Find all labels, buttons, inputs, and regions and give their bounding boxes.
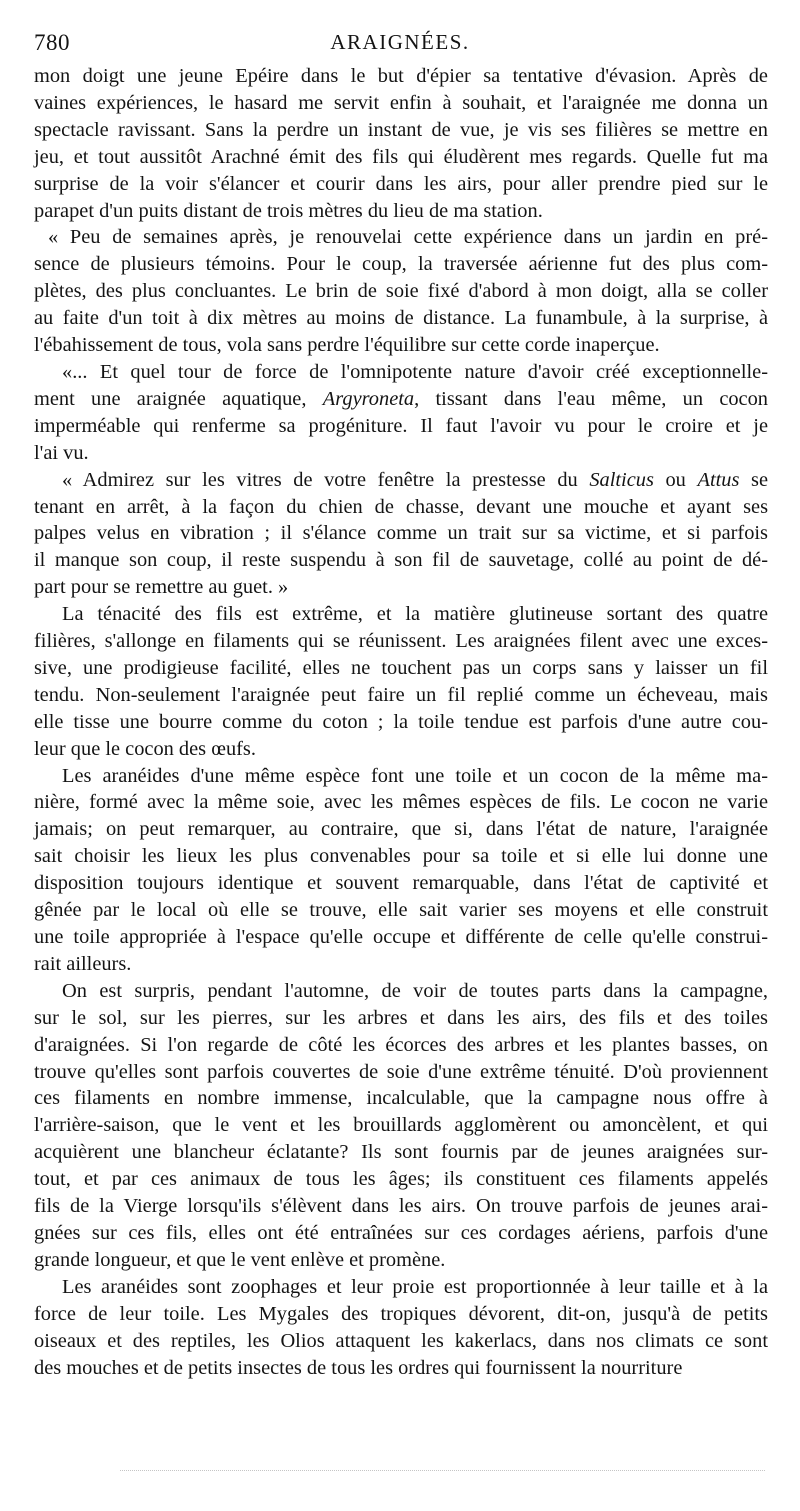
text-line: Les aranéides d'une même espèce font une toile et un cocon de la même ma- — [62, 764, 768, 787]
italic-taxon: Argyroneta — [322, 387, 415, 410]
text-line: ces filaments en nombre immense, incalculable, que la campagne nous offre à — [34, 1087, 768, 1110]
text-line: tenant en arrêt, à la façon du chien de chasse, devant une mouche et ayant ses — [34, 495, 768, 518]
text-line: palpes velus en vibration ; il s'élance comme un trait sur sa victime, et si parfois — [34, 522, 768, 545]
text-line: d'araignées. Si l'on regarde de côté les écorces des arbres et les plantes basses, on — [34, 1033, 768, 1056]
text-line: force de leur toile. Les Mygales des tropiques dévorent, dit-on, jusqu'à de petits — [34, 1302, 768, 1325]
text-line: tout, et par ces animaux de tous les âges; ils constituent ces filaments appelés — [34, 1168, 768, 1191]
text-line: « Admirez sur les vitres de votre fenêtre la prestesse du Salticus ou Attus se — [62, 468, 768, 491]
text-line: filières, s'allonge en filaments qui se réunissent. Les araignées filent avec une exces- — [34, 630, 768, 653]
text-line: jamais; on peut remarquer, au contraire, que si, dans l'état de nature, l'araignée — [34, 818, 768, 841]
body-text — [34, 63, 768, 1381]
paragraph-p7 — [34, 978, 768, 1274]
running-head: ARAIGNÉES. — [330, 30, 470, 54]
text-line: rait ailleurs. — [34, 952, 132, 975]
italic-taxon: Attus — [697, 468, 740, 491]
text-line: fils de la Vierge lorsqu'ils s'élèvent dans les airs. On trouve parfois de jeunes arai- — [34, 1195, 768, 1218]
paragraph-p1 — [34, 63, 768, 224]
text-line: On est surpris, pendant l'automne, de voir de toutes parts dans la campagne, — [62, 979, 768, 1002]
text-line: acquièrent une blancheur éclatante? Ils sont fournis par de jeunes araignées sur- — [34, 1141, 768, 1164]
paragraph-p4 — [34, 467, 768, 602]
text-line: leur que le cocon des œufs. — [34, 737, 256, 760]
text-line: sence de plusieurs témoins. Pour le coup, la traversée aérienne fut des plus com- — [34, 253, 768, 276]
paragraph-p3 — [34, 359, 768, 467]
text-line: sait choisir les lieux les plus convenables pour sa toile et si elle lui donne une — [34, 845, 768, 868]
text-line: spectacle ravissant. Sans la perdre un instant de vue, je vis ses filières se mettre en — [34, 118, 768, 141]
text-line: parapet d'un puits distant de trois mètres du lieu de ma station. — [34, 199, 543, 222]
text-line: mon doigt une jeune Epéire dans le but d'épier sa tentative d'évasion. Après de — [34, 65, 768, 87]
text-line: l'ébahissement de tous, vola sans perdre l'équilibre sur cette corde inaperçue. — [34, 334, 660, 357]
paragraph-p8 — [34, 1274, 768, 1382]
page-number: 780 — [34, 30, 70, 55]
text-line: La ténacité des fils est extrême, et la matière glutineuse sortant des quatre — [62, 603, 768, 626]
text-line: il manque son coup, il reste suspendu à son fil de sauvetage, collé au point de dé- — [34, 549, 768, 572]
text-line: plètes, des plus concluantes. Le brin de soie fixé d'abord à mon doigt, alla se coller — [34, 280, 768, 303]
text-line: jeu, et tout aussitôt Arachné émit des fils qui éludèrent mes regards. Quelle fut ma — [34, 145, 768, 168]
text-line: l'ai vu. — [34, 441, 89, 464]
bottom-scan-artifact — [120, 1470, 765, 1474]
text-line: oiseaux et des reptiles, les Olios attaquent les kakerlacs, dans nos climats ce sont — [34, 1329, 768, 1352]
text-line: gnées sur ces fils, elles ont été entraînées sur ces cordages aériens, parfois d'une — [34, 1221, 768, 1244]
text-line: surprise de la voir s'élancer et courir dans les airs, pour aller prendre pied sur le — [34, 172, 768, 195]
paragraph-p2 — [34, 224, 768, 359]
text-line: sive, une prodigieuse facilité, elles ne touchent pas un corps sans y laisser un fil — [34, 656, 768, 679]
text-line: tendu. Non-seulement l'araignée peut faire un fil replié comme un écheveau, mais — [34, 683, 768, 706]
text-line: une toile appropriée à l'espace qu'elle occupe et différente de celle qu'elle construi- — [34, 926, 768, 948]
paragraph-p5 — [34, 601, 768, 762]
text-line: vaines expériences, le hasard me servit enfin à souhait, et l'araignée me donna un — [34, 91, 768, 114]
text-line: ment une araignée aquatique, Argyroneta, tissant dans l'eau même, un cocon — [34, 387, 768, 410]
text-line: grande longueur, et que le vent enlève et promène. — [34, 1248, 446, 1271]
text-line: «... Et quel tour de force de l'omnipotente nature d'avoir créé exceptionnelle- — [62, 360, 768, 383]
text-line: elle tisse une bourre comme du coton ; la toile tendue est parfois d'une autre cou- — [34, 710, 768, 733]
text-line: part pour se remettre au guet. » — [34, 576, 289, 599]
text-line: sur le sol, sur les pierres, sur les arbres et dans les airs, des fils et des toiles — [34, 1006, 768, 1029]
text-line: au faite d'un toit à dix mètres au moins de distance. La funambule, à la surprise, à — [34, 307, 768, 330]
text-line: gênée par le local où elle se trouve, elle sait varier ses moyens et elle construit — [34, 899, 768, 922]
italic-taxon: Salticus — [589, 468, 654, 491]
text-line: Les aranéides sont zoophages et leur proie est proportionnée à leur taille et à la — [62, 1275, 768, 1298]
text-line: « Peu de semaines après, je renouvelai cette expérience dans un jardin en pré- — [48, 226, 768, 249]
paragraph-p6 — [34, 763, 768, 978]
text-line: des mouches et de petits insectes de tous les ordres qui fournissent la nourriture — [34, 1356, 683, 1379]
text-line: trouve qu'elles sont parfois couvertes de soie d'une extrême ténuité. D'où proviennent — [34, 1060, 768, 1083]
text-line: nière, formé avec la même soie, avec les mêmes espèces de fils. Le cocon ne varie — [34, 791, 768, 814]
text-line: disposition toujours identique et souvent remarquable, dans l'état de captivité et — [34, 872, 768, 895]
page-header — [34, 30, 766, 64]
text-line: l'arrière-saison, que le vent et les brouillards agglomèrent ou amoncèlent, et qui — [34, 1114, 768, 1137]
text-line: imperméable qui renferme sa progéniture. Il faut l'avoir vu pour le croire et je — [34, 414, 768, 437]
